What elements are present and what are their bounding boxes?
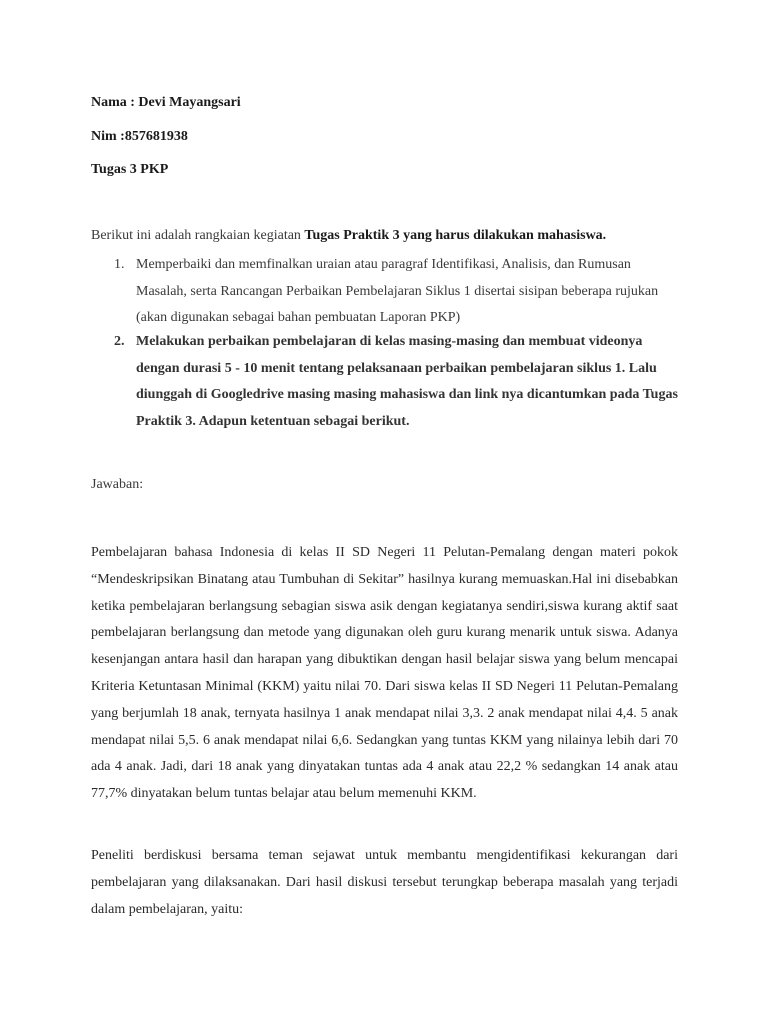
intro-bold-text: Tugas Praktik 3 yang harus dilakukan mahasiswa. xyxy=(304,228,607,243)
list-item xyxy=(114,329,684,435)
body-paragraph: Peneliti berdiskusi bersama teman sejawat untuk membantu mengidentifikasi kekurangan dari pembelajaran yang dilaksanakan. Dari hasil diskusi tersebut terungkap beberapa masalah yang terjadi dalam pembelajaran, yaitu: xyxy=(91,848,678,917)
list-item-number: 1. xyxy=(114,257,125,272)
student-nim: Nim :857681938 xyxy=(91,129,188,144)
body-paragraph: Pembelajaran bahasa Indonesia di kelas II SD Negeri 11 Pelutan-Pemalang dengan materi pokok “Mendeskripsikan Binatang atau Tumbuhan di Sekitar” hasilnya kurang memuaskan.Hal ini disebabkan ketika pembelajaran berlangsung sebagian siswa asik dengan kegiatanya sendiri,siswa kurang aktif saat pembelajaran berlangsung dan metode yang digunakan oleh guru kurang menarik untuk siswa. Adanya kesenjangan antara hasil dan harapan yang dibuktikan dengan hasil belajar siswa yang belum mencapai Kriteria Ketuntasan Minimal (KKM) yaitu nilai 70. Dari siswa kelas II SD Negeri 11 Pelutan-Pemalang yang berjumlah 18 anak, ternyata hasilnya 1 anak mendapat nilai 3,3. 2 anak mendapat nilai 4,4. 5 anak mendapat nilai 5,5. 6 anak mendapat nilai 6,6. Sedangkan yang tuntas KKM yang nilainya lebih dari 70 ada 4 anak. Jadi, dari 18 anak yang dinyatakan tuntas ada 4 anak atau 22,2 % sedangkan 14 anak atau 77,7% dinyatakan belum tuntas belajar atau belum memenuhi KKM. xyxy=(91,545,678,802)
list-item-number: 2. xyxy=(114,334,125,349)
intro-sentence xyxy=(91,227,711,245)
list-item-text: Melakukan perbaikan pembelajaran di kelas masing-masing dan membuat videonya dengan durasi 5 - 10 menit tentang pelaksanaan perbaikan pembelajaran siklus 1. Lalu diunggah di Googledrive masing masing mahasiswa dan link nya dicantumkan pada Tugas Praktik 3. Adapun ketentuan sebagai berikut. xyxy=(136,334,678,429)
list-item xyxy=(114,252,684,332)
answer-label: Jawaban: xyxy=(91,477,144,492)
task-title: Tugas 3 PKP xyxy=(91,162,169,177)
intro-text: Berikut ini adalah rangkaian kegiatan xyxy=(91,228,305,243)
student-name: Nama : Devi Mayangsari xyxy=(91,95,241,110)
list-item-text: Memperbaiki dan memfinalkan uraian atau paragraf Identifikasi, Analisis, dan Rumusan Masalah, serta Rancangan Perbaikan Pembelajaran Siklus 1 disertai sisipan beberapa rujukan (akan digunakan sebagai bahan pembuatan Laporan PKP) xyxy=(136,257,659,325)
